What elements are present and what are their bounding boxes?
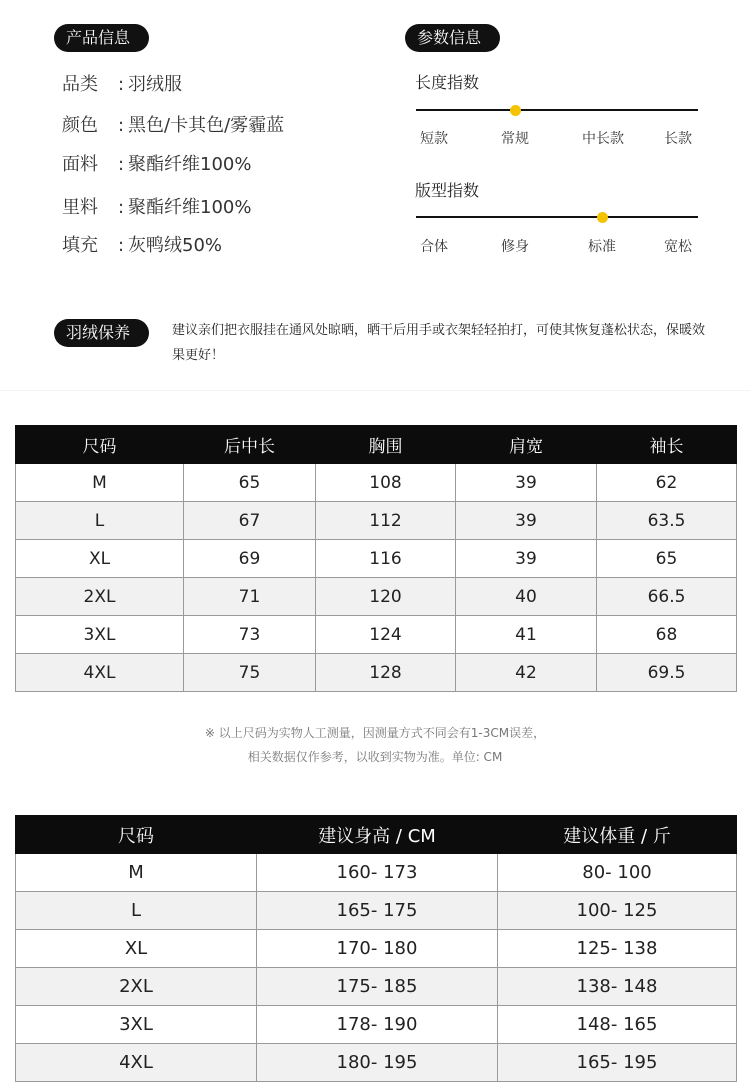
size-chart-cell: 116 — [316, 540, 456, 578]
size-chart-cell: 2XL — [16, 578, 184, 616]
length-index-label: 常规 — [501, 131, 529, 147]
size-chart-header — [16, 426, 737, 464]
table-row — [16, 1006, 737, 1044]
fit-recommendation-cell: 178- 190 — [257, 1006, 498, 1044]
size-chart-cell: 69.5 — [597, 654, 737, 692]
size-chart-cell: 108 — [316, 464, 456, 502]
product-info-key: 品类 — [62, 74, 98, 95]
size-chart-cell: 62 — [597, 464, 737, 502]
down-care-text: 建议亲们把衣服挂在通风处晾晒，晒干后用手或衣架轻轻拍打，可使其恢复蓬松状态，保暖效果更好！ — [172, 323, 706, 363]
fit-recommendation-cell: 4XL — [16, 1044, 257, 1082]
size-chart-header-cell: 胸围 — [316, 426, 456, 464]
size-chart-cell: 69 — [184, 540, 316, 578]
product-info-value: 灰鸭绒50% — [128, 235, 223, 256]
length-index-marker — [510, 105, 521, 116]
params-info-title: 参数信息 — [405, 24, 500, 52]
size-chart-table — [15, 425, 737, 692]
table-row — [16, 968, 737, 1006]
down-care-title: 羽绒保养 — [54, 319, 149, 347]
size-chart-header-cell: 袖长 — [597, 426, 737, 464]
length-index-label: 长款 — [664, 131, 692, 147]
size-chart-cell: 39 — [456, 502, 597, 540]
product-info-row — [62, 111, 284, 137]
product-info-row — [62, 150, 251, 176]
fit-recommendation-cell: 80- 100 — [498, 854, 737, 892]
fit-index-label: 修身 — [501, 239, 529, 255]
fit-index-title: 版型指数 — [415, 181, 480, 200]
size-chart-cell: 65 — [184, 464, 316, 502]
fit-recommendation-cell: 3XL — [16, 1006, 257, 1044]
size-chart-cell: 73 — [184, 616, 316, 654]
product-info-row — [62, 70, 182, 96]
product-info-separator: : — [117, 115, 125, 136]
size-chart-cell: XL — [16, 540, 184, 578]
size-chart-cell: 3XL — [16, 616, 184, 654]
product-info-row — [62, 231, 222, 257]
length-index-label: 短款 — [420, 131, 448, 147]
product-info-key: 颜色 — [62, 115, 98, 136]
fit-index-label: 合体 — [420, 239, 448, 255]
fit-recommendation-header — [16, 816, 737, 854]
product-info-row — [62, 193, 251, 219]
product-info-key: 填充 — [62, 235, 98, 256]
fit-recommendation-cell: 165- 175 — [257, 892, 498, 930]
size-chart-cell: 68 — [597, 616, 737, 654]
fit-recommendation-cell: 180- 195 — [257, 1044, 498, 1082]
fit-recommendation-cell: 170- 180 — [257, 930, 498, 968]
product-info-value: 聚酯纤维100% — [128, 197, 252, 218]
fit-index-scale — [416, 216, 698, 218]
size-chart-header-cell: 尺码 — [16, 426, 184, 464]
size-chart-cell: 112 — [316, 502, 456, 540]
table-row — [16, 578, 737, 616]
fit-recommendation-cell: M — [16, 854, 257, 892]
size-chart-cell: 66.5 — [597, 578, 737, 616]
product-info-key: 里料 — [62, 197, 98, 218]
fit-recommendation-cell: 138- 148 — [498, 968, 737, 1006]
measurement-note-line2: 相关数据仅作参考，以收到实物为准。单位: CM — [247, 750, 503, 764]
fit-recommendation-cell: 175- 185 — [257, 968, 498, 1006]
length-index-scale — [416, 109, 698, 111]
table-row — [16, 616, 737, 654]
fit-recommendation-cell: 148- 165 — [498, 1006, 737, 1044]
product-info-separator: : — [117, 74, 125, 95]
size-chart-cell: 120 — [316, 578, 456, 616]
product-info-value: 聚酯纤维100% — [128, 154, 252, 175]
fit-recommendation-cell: 100- 125 — [498, 892, 737, 930]
fit-index-marker — [597, 212, 608, 223]
product-info-title: 产品信息 — [54, 24, 149, 52]
size-chart-cell: 39 — [456, 540, 597, 578]
section-divider — [0, 390, 750, 391]
length-index-title: 长度指数 — [415, 73, 480, 92]
table-row — [16, 654, 737, 692]
size-chart-cell: 39 — [456, 464, 597, 502]
table-row — [16, 930, 737, 968]
product-info-key: 面料 — [62, 154, 98, 175]
size-chart-cell: 75 — [184, 654, 316, 692]
measurement-note-line1: ※ 以上尺码为实物人工测量，因测量方式不同会有1-3CM误差， — [204, 726, 546, 740]
length-index-label: 中长款 — [582, 131, 624, 147]
table-row — [16, 854, 737, 892]
table-row — [16, 464, 737, 502]
fit-recommendation-header-cell: 建议体重 / 斤 — [498, 816, 737, 854]
fit-recommendation-cell: 125- 138 — [498, 930, 737, 968]
size-chart-cell: 4XL — [16, 654, 184, 692]
size-chart-cell: 67 — [184, 502, 316, 540]
size-chart-cell: 71 — [184, 578, 316, 616]
size-chart-cell: L — [16, 502, 184, 540]
table-row — [16, 892, 737, 930]
fit-index-label: 宽松 — [664, 239, 692, 255]
size-chart-cell: M — [16, 464, 184, 502]
size-chart-header-cell: 肩宽 — [456, 426, 597, 464]
fit-recommendation-header-cell: 尺码 — [16, 816, 257, 854]
product-info-separator: : — [117, 235, 125, 256]
fit-recommendation-table — [15, 815, 737, 1082]
product-info-value: 黑色/卡其色/雾霾蓝 — [128, 115, 285, 136]
size-chart-cell: 42 — [456, 654, 597, 692]
table-row — [16, 502, 737, 540]
product-info-value: 羽绒服 — [128, 74, 182, 95]
product-info-separator: : — [117, 154, 125, 175]
product-info-separator: : — [117, 197, 125, 218]
size-chart-cell: 65 — [597, 540, 737, 578]
size-chart-cell: 40 — [456, 578, 597, 616]
size-chart-cell: 124 — [316, 616, 456, 654]
fit-recommendation-header-cell: 建议身高 / CM — [257, 816, 498, 854]
fit-index-label: 标准 — [588, 239, 616, 255]
size-chart-cell: 63.5 — [597, 502, 737, 540]
fit-recommendation-cell: 165- 195 — [498, 1044, 737, 1082]
size-chart-cell: 128 — [316, 654, 456, 692]
fit-recommendation-cell: L — [16, 892, 257, 930]
size-chart-header-cell: 后中长 — [184, 426, 316, 464]
fit-recommendation-cell: 2XL — [16, 968, 257, 1006]
fit-recommendation-cell: XL — [16, 930, 257, 968]
table-row — [16, 540, 737, 578]
fit-recommendation-cell: 160- 173 — [257, 854, 498, 892]
size-chart-cell: 41 — [456, 616, 597, 654]
